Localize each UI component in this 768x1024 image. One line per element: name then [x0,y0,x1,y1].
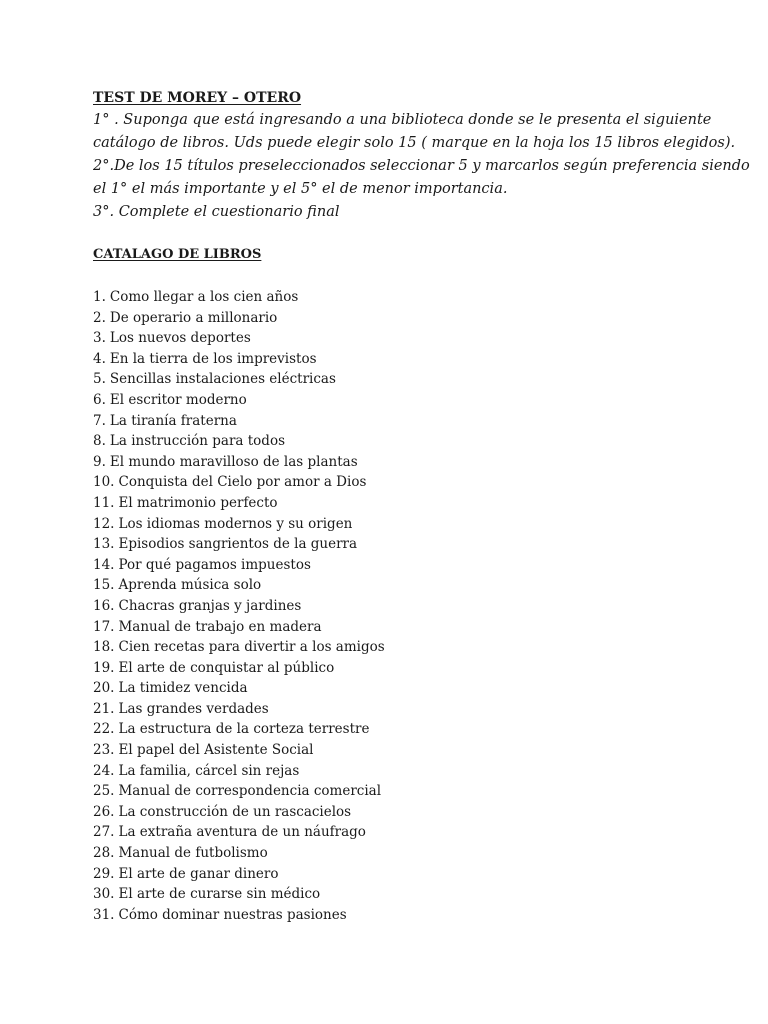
book-list-item [93,658,713,679]
instruction-line: 3°. Complete el cuestionario final [93,204,340,220]
book-number: 26. [93,803,115,820]
book-title: La extraña aventura de un náufrago [118,824,366,841]
book-list-item [93,884,713,905]
book-number: 15. [93,577,115,594]
book-list-item [93,369,713,390]
book-title: Manual de trabajo en madera [118,618,322,635]
book-list-item [93,637,713,658]
book-title: Cómo dominar nuestras pasiones [118,906,347,923]
book-title: El papel del Asistente Social [118,742,314,759]
book-title: El arte de ganar dinero [118,865,279,882]
instruction-line: catálogo de libros. Uds puede elegir solo 15 ( marque en la hoja los 15 libros elegidos). [93,135,736,151]
book-list-item [93,349,713,370]
book-number: 5. [93,371,106,388]
book-title: En la tierra de los imprevistos [109,350,317,367]
document-body [93,87,750,925]
book-number: 28. [93,845,115,862]
book-title: El matrimonio perfecto [118,494,278,511]
book-number: 4. [93,350,106,367]
book-number: 17. [93,618,115,635]
book-number: 20. [93,680,115,697]
book-number: 24. [93,762,115,779]
book-title: Las grandes verdades [118,700,269,717]
book-title: Aprenda música solo [118,577,262,594]
book-title: La timidez vencida [118,680,248,697]
book-number: 11. [93,494,115,511]
book-title: Cien recetas para divertir a los amigos [118,639,385,656]
instruction-line: 2°.De los 15 títulos preseleccionados seleccionar 5 y marcarlos según preferencia siendo [93,158,750,174]
book-number: 10. [93,474,115,491]
book-title: Sencillas instalaciones eléctricas [109,371,336,388]
book-title: De operario a millonario [109,309,278,326]
book-list-item [93,596,713,617]
book-list-item [93,761,713,782]
book-list-item [93,431,713,452]
book-number: 21. [93,700,115,717]
book-list-item [93,781,713,802]
book-number: 1. [93,289,106,305]
book-title: El arte de curarse sin médico [118,886,321,903]
book-number: 13. [93,536,115,553]
instructions-paragraph [93,109,750,224]
instruction-line: el 1° el más importante y el 5° el de menor importancia. [93,181,508,197]
book-title: Episodios sangrientos de la guerra [118,536,358,553]
book-list-item [93,843,713,864]
book-title: Como llegar a los cien años [109,289,299,305]
book-list-item [93,534,713,555]
book-title: El mundo maravilloso de las plantas [109,453,358,470]
book-list-item [93,514,713,535]
book-list-item [93,719,713,740]
book-list-item [93,555,713,576]
book-list-item [93,864,713,885]
book-number: 30. [93,886,115,903]
book-number: 3. [93,330,106,347]
book-list-item [93,472,713,493]
book-title: El arte de conquistar al público [118,659,335,676]
book-catalog-list [93,287,713,925]
book-list-item [93,493,713,514]
book-list-item [93,411,713,432]
book-list-item [93,678,713,699]
book-number: 19. [93,659,115,676]
book-number: 14. [93,556,115,573]
book-number: 7. [93,412,106,429]
book-list-item [93,905,713,926]
book-list-item [93,802,713,823]
book-title: Chacras granjas y jardines [118,597,302,614]
book-list-item [93,308,713,329]
book-list-item [93,452,713,473]
document-title: TEST DE MOREY – OTERO [93,90,302,106]
instruction-line: 1° . Suponga que está ingresando a una biblioteca donde se le presenta el siguiente [93,112,712,128]
book-number: 25. [93,783,115,800]
catalog-heading: CATALAGO DE LIBROS [93,247,262,262]
book-title: Manual de correspondencia comercial [118,783,382,800]
book-title: La estructura de la corteza terrestre [118,721,370,738]
book-title: Conquista del Cielo por amor a Dios [118,474,367,491]
book-list-item [93,617,713,638]
book-list-item [93,699,713,720]
book-title: La tiranía fraterna [109,412,237,429]
book-title: La familia, cárcel sin rejas [118,762,300,779]
book-number: 22. [93,721,115,738]
book-title: La instrucción para todos [109,433,285,450]
book-number: 9. [93,453,106,470]
book-title: Los nuevos deportes [109,330,251,347]
book-number: 6. [93,391,106,408]
book-number: 27. [93,824,115,841]
book-title: Manual de futbolismo [118,845,268,862]
book-list-item [93,575,713,596]
book-title: La construcción de un rascacielos [118,803,352,820]
book-number: 31. [93,906,115,923]
book-number: 18. [93,639,115,656]
book-list-item [93,390,713,411]
book-number: 23. [93,742,115,759]
book-number: 29. [93,865,115,882]
book-list-item [93,287,713,308]
book-number: 12. [93,515,115,532]
book-number: 2. [93,309,106,326]
book-number: 16. [93,597,115,614]
book-title: Por qué pagamos impuestos [118,556,311,573]
book-number: 8. [93,433,106,450]
book-title: Los idiomas modernos y su origen [118,515,353,532]
book-title: El escritor moderno [109,391,247,408]
book-list-item [93,740,713,761]
book-list-item [93,822,713,843]
book-list-item [93,328,713,349]
